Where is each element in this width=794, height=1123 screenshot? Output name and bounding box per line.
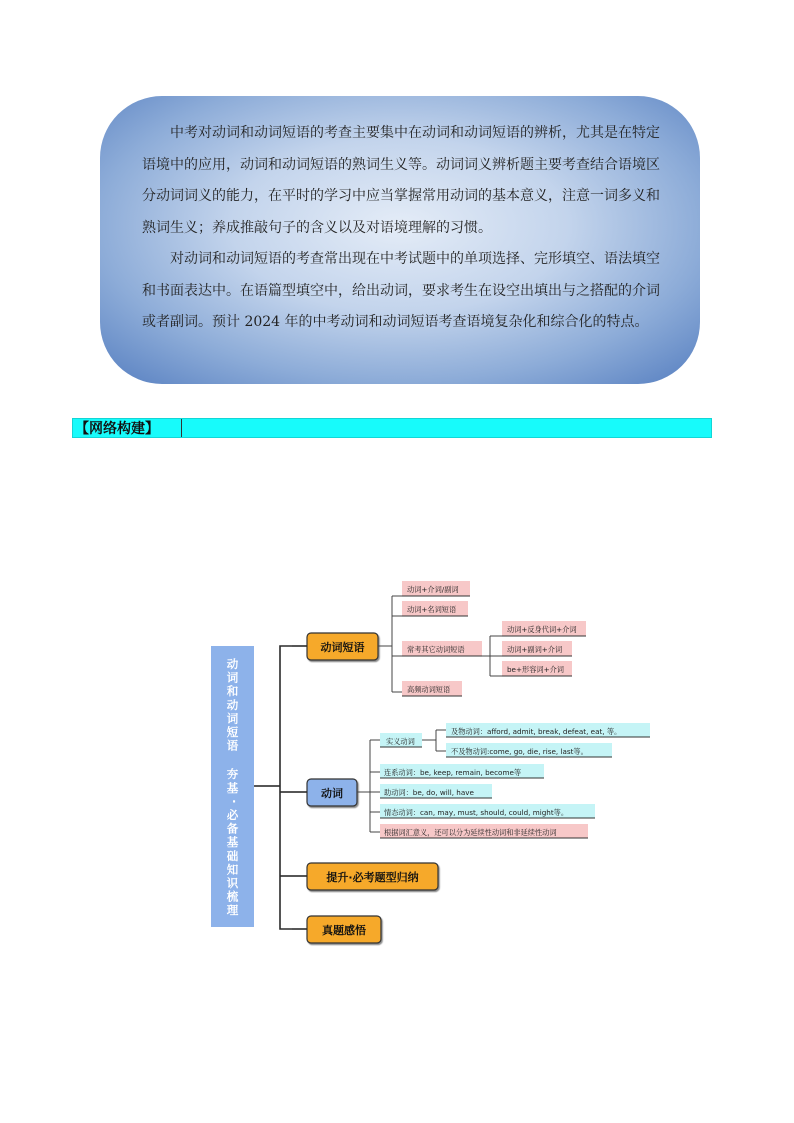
root-label-char: 语: [226, 738, 239, 753]
root-label-char: 夯: [226, 767, 239, 782]
root-label-char: 基: [226, 780, 239, 795]
phrase-sub-1-label: 动词+反身代词+介词: [507, 625, 577, 634]
root-label-char: 识: [226, 875, 239, 890]
root-label-char: 词: [226, 711, 239, 726]
verb-item-2-label: 连系动词：be, keep, remain, become等: [384, 768, 522, 777]
root-label-char: 动: [226, 657, 239, 671]
root-label-char: 理: [226, 903, 239, 918]
verb-sub-1-label: 及物动词：afford, admit, break, defeat, eat, 等。: [451, 727, 622, 736]
root-label-char: 必: [226, 807, 239, 822]
root-label-char: 基: [226, 835, 239, 850]
root-label-char: 梳: [226, 889, 239, 904]
intro-paragraph-2: 对动词和动词短语的考查常出现在中考试题中的单项选择、完形填空、语法填空和书面表达中。在语篇型填空中，给出动词，要求考生在设空出填出与之搭配的介词或者副词。预计 2024 年的中考动词和动词短语考查语境复杂化和综合化的特点。: [142, 251, 660, 330]
root-label-char: 知: [226, 862, 239, 877]
branch-real-label: 真题感悟: [322, 924, 366, 937]
verb-sub-2-label: 不及物动词:come, go, die, rise, last等。: [451, 747, 588, 756]
root-label-char: 础: [226, 848, 239, 863]
phrase-sub-3-label: be+形容词+介词: [507, 665, 564, 674]
phrase-item-3-label: 常考其它动词短语: [407, 645, 465, 654]
intro-paragraph-1: 中考对动词和动词短语的考查主要集中在动词和动词短语的辨析，尤其是在特定语境中的应用，动词和动词短语的熟词生义等。动词词义辨析题主要考查结合语境区分动词词义的能力，在平时的学习中应当掌握常用动词的基本意义，注意一词多义和熟词生义；养成推敲句子的含义以及对语境理解的习惯。: [142, 125, 660, 236]
verb-item-4-label: 情态动词：can, may, must, should, could, might等。: [384, 808, 569, 817]
branch-phrases-label: 动词短语: [320, 641, 365, 654]
section-title: 【网络构建】: [75, 421, 159, 437]
phrase-sub-2-label: 动词+副词+介词: [507, 645, 563, 654]
root-label-char: ·: [231, 794, 237, 809]
root-label-char: 和: [226, 684, 239, 699]
verb-item-1-label: 实义动词: [386, 737, 415, 746]
root-label-char: 动: [226, 697, 239, 712]
branch-improve-label: 提升·必考题型归纳: [326, 871, 419, 884]
root-label-chars: [226, 657, 239, 917]
verb-item-5-label: 根据词汇意义，还可以分为延续性动词和非延续性动词: [384, 828, 557, 837]
branch-verbs-label: 动词: [321, 787, 343, 800]
root-label-char: 短: [226, 725, 239, 739]
verb-item-3-label: 助动词：be, do, will, have: [384, 788, 474, 797]
root-label-char: 词: [226, 670, 239, 685]
phrase-item-4-label: 高频动词短语: [407, 685, 451, 694]
phrase-item-1-label: 动词+介词/副词: [407, 585, 459, 594]
phrase-item-2-label: 动词+名词短语: [407, 605, 457, 614]
root-label-char: 备: [226, 821, 239, 836]
